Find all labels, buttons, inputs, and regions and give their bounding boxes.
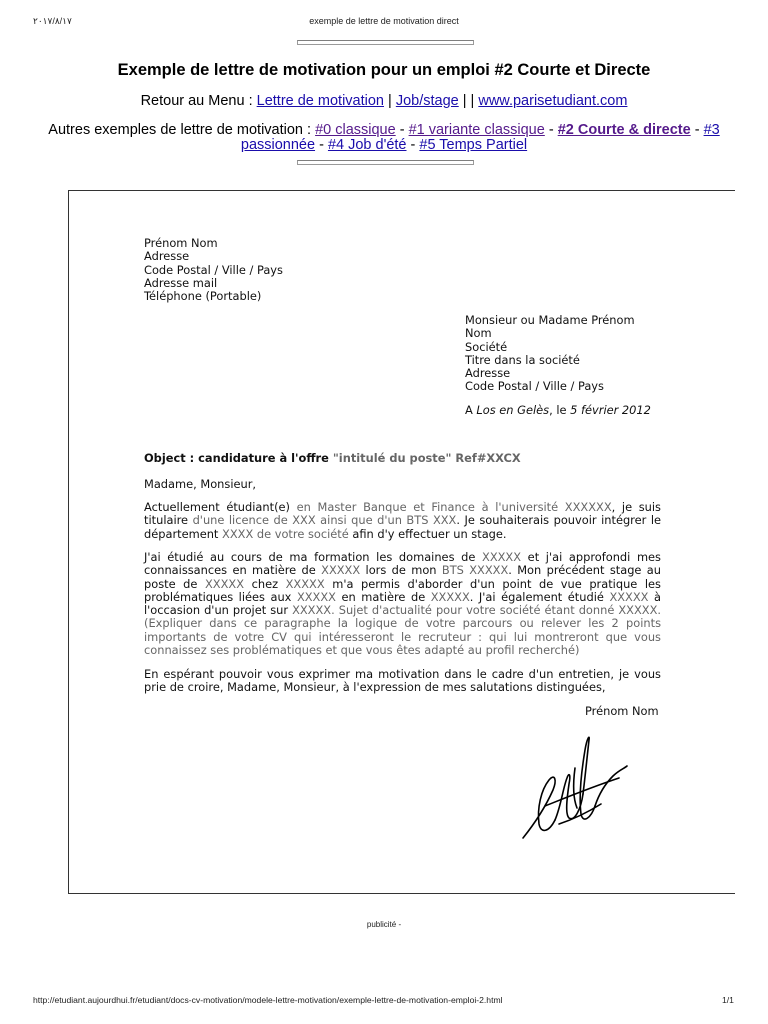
paragraph-1 <box>144 501 661 541</box>
example-link-2-current[interactable]: #2 Courte & directe <box>557 122 691 138</box>
letter-object <box>144 452 521 465</box>
menu-link-lettre-de-motivation[interactable]: Lettre de motivation <box>256 93 384 109</box>
recipient-line: Société <box>465 339 508 354</box>
p1-segment: Actuellement étudiant(e) <box>144 500 297 514</box>
p2-segment: J'ai étudié au cours de ma formation les domaines de <box>144 550 483 564</box>
recipient-line: Code Postal / Ville / Pays <box>465 379 604 394</box>
examples-prefix: Autres exemples de lettre de motivation : <box>48 122 316 138</box>
menu-prefix: Retour au Menu : <box>140 93 257 109</box>
p2-segment: XXXXX <box>292 603 332 618</box>
recipient-line: Adresse <box>465 366 511 381</box>
p1-segment: XXXX de votre société <box>222 526 349 541</box>
paragraph-2 <box>144 551 661 657</box>
examples-sep: - <box>690 122 704 138</box>
p1-segment: , je suis titulaire <box>144 500 661 528</box>
closing-name: Prénom Nom <box>585 704 659 718</box>
p2-segment: XXXXX <box>482 550 522 564</box>
menu-link-job-stage[interactable]: Job/stage <box>395 93 459 109</box>
example-link-4[interactable]: #4 Job d'été <box>327 137 407 153</box>
examples-sep: - <box>395 122 409 138</box>
print-url: http://etudiant.aujourdhui.fr/etudiant/docs-cv-motivation/modele-lettre-motivation/exemple-lettre-de-motivation-emploi-2.html <box>33 995 503 1005</box>
example-link-5[interactable]: #5 Temps Partiel <box>419 137 528 153</box>
object-ref: Ref#XXCX <box>451 451 521 465</box>
p2-segment: . J'ai également étudié <box>469 589 610 604</box>
example-link-1[interactable]: #1 variante classique <box>408 122 545 138</box>
salutation: Madame, Monsieur, <box>144 477 257 491</box>
examples-sep: - <box>315 137 328 153</box>
recipient-line: Monsieur ou Madame Prénom <box>465 313 635 327</box>
p1-segment: afin d'y effectuer un stage. <box>348 526 507 541</box>
example-link-3[interactable]: #3 <box>703 122 720 138</box>
paragraph-3: En espérant pouvoir vous exprimer ma motivation dans le cadre d'un entretien, je vous prie de croire, Madame, Monsieur, à l'expression de mes salutations distinguées, <box>144 667 661 695</box>
object-title: "intitulé du poste" <box>332 451 452 465</box>
sender-block <box>144 237 283 303</box>
example-link-3-cont[interactable]: passionnée <box>240 137 316 153</box>
p2-segment: chez <box>244 576 286 591</box>
page-title: Exemple de lettre de motivation pour un emploi #2 Courte et Directe <box>117 61 651 79</box>
p2-segment: XXXXX <box>204 576 245 591</box>
p1-segment: d'une licence de XXX ainsi que d'un BTS XXX <box>192 513 457 528</box>
sender-line: Adresse mail <box>144 275 218 290</box>
p2-segment: XXXXX <box>321 563 361 578</box>
recipient-block <box>465 314 635 394</box>
sender-line: Téléphone (Portable) <box>144 289 262 304</box>
print-date: ٢٠١٧/٨/١٧ <box>33 16 72 26</box>
p2-segment: m'a permis d'aborder d'un point de vue pratique les problématiques liées aux <box>144 576 661 604</box>
sender-line: Prénom Nom <box>144 236 218 250</box>
p2-segment: . Sujet d'actualité pour votre société étant donné XXXXX. (Expliquer dans ce paragraphe la logique de votre parcours ou relever les 2 points importants de votre CV qui intéresseront le recruteur : qui lui montreront que vous connaissez ses problématiques et que vous êtes adapté au profil recherché) <box>144 603 662 658</box>
p2-segment: XXXXX <box>609 589 649 604</box>
examples-line <box>40 123 728 153</box>
handwritten-signature <box>515 728 635 846</box>
p2-segment: XXXXX <box>430 589 470 604</box>
date-city: Los en Gelès <box>476 403 550 417</box>
date-value: 5 février 2012 <box>570 403 651 417</box>
p2-segment: à l'occasion d'un projet sur <box>144 589 661 618</box>
examples-sep: - <box>544 122 558 138</box>
p1-segment: en Master Banque et Finance à l'université XXXXXX <box>296 500 612 514</box>
print-page-number: 1/1 <box>722 995 734 1005</box>
sender-line: Adresse <box>144 249 190 264</box>
print-page-title: exemple de lettre de motivation direct <box>309 16 459 26</box>
date-mid: , le <box>549 403 571 417</box>
p1-segment: . Je souhaiterais pouvoir intégrer le département <box>144 513 661 541</box>
recipient-line: Nom <box>465 326 492 341</box>
object-label: Object : candidature à l'offre <box>144 451 333 465</box>
p2-segment: . Mon précédent stage au poste de <box>144 563 661 591</box>
recipient-line: Titre dans la société <box>465 352 580 367</box>
date-prefix: A <box>465 403 477 417</box>
menu-separator: | <box>384 93 396 109</box>
menu-link-parisetudiant[interactable]: www.parisetudiant.com <box>478 93 628 109</box>
bottom-divider <box>297 160 474 165</box>
p2-segment: XXXXX <box>296 589 336 604</box>
p2-segment: XXXXX <box>285 576 325 591</box>
top-divider <box>297 40 474 45</box>
p2-segment: en matière de <box>335 589 431 604</box>
p2-segment: lors de mon <box>360 563 442 578</box>
letter-date <box>465 404 651 417</box>
examples-sep: - <box>406 137 420 153</box>
ad-label: publicité - <box>366 920 402 929</box>
menu-line <box>0 93 768 109</box>
example-link-0[interactable]: #0 classique <box>315 122 396 138</box>
sender-line: Code Postal / Ville / Pays <box>144 262 283 277</box>
p2-segment: et j'ai approfondi mes connaissances en matière de <box>144 550 661 578</box>
p2-segment: BTS XXXXX <box>441 563 509 578</box>
menu-separator: | | <box>458 93 479 109</box>
